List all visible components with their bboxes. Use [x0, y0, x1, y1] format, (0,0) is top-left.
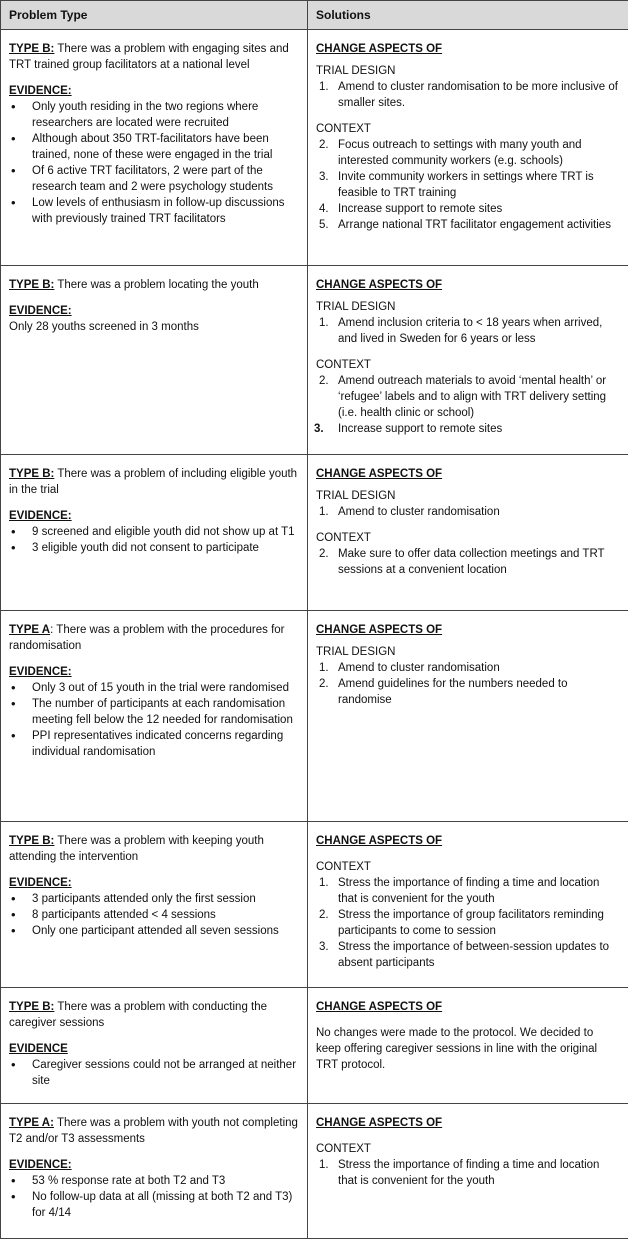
solution-cell [308, 988, 628, 1104]
evidence-list [9, 1057, 299, 1089]
list-item: 4. Increase support to remote sites [319, 203, 503, 215]
problem-type-label: TYPE B: [9, 468, 55, 480]
evidence-text: Only 28 youths screened in 3 months [9, 321, 199, 333]
table-row [1, 30, 628, 266]
list-item: • 3 eligible youth did not consent to participate [9, 540, 299, 556]
list-item: 5. Arrange national TRT facilitator engagement activities [319, 219, 611, 231]
table-row [1, 266, 628, 455]
list-item: • Only one participant attended all seven sessions [9, 923, 299, 939]
list-item: • Only 3 out of 15 youth in the trial were randomised [9, 680, 299, 696]
problem-text: There was a problem of including eligible youth in the trial [9, 468, 298, 496]
list-item: 1. Stress the importance of finding a time and location that is convenient for the youth [319, 877, 600, 905]
problem-statement [9, 999, 299, 1031]
solution-list [316, 79, 620, 111]
solution-list [316, 660, 620, 708]
problem-statement [9, 833, 299, 865]
solution-list [316, 315, 620, 347]
problem-type-label: TYPE A [9, 624, 51, 636]
context-label: CONTEXT [316, 359, 371, 371]
list-item: • 9 screened and eligible youth did not show up at T1 [9, 524, 299, 540]
problem-cell [1, 611, 308, 822]
solution-cell [308, 611, 628, 822]
table-row [1, 1104, 628, 1239]
list-item: 1. Amend inclusion criteria to < 18 years when arrived, and lived in Sweden for 6 years or less [319, 317, 603, 345]
change-label: CHANGE ASPECTS OF [316, 1117, 443, 1129]
change-label: CHANGE ASPECTS OF [316, 1001, 443, 1013]
header-solutions: Solutions [308, 1, 628, 30]
list-item: • Caregiver sessions could not be arranged at neither site [9, 1057, 299, 1089]
list-item: • 3 participants attended only the first session [9, 891, 299, 907]
change-label: CHANGE ASPECTS OF [316, 835, 443, 847]
table-row [1, 455, 628, 611]
problem-type-label: TYPE B: [9, 43, 55, 55]
list-item: • 53 % response rate at both T2 and T3 [9, 1173, 299, 1189]
evidence-list [9, 680, 299, 760]
list-item: • The number of participants at each randomisation meeting fell below the 12 needed for randomisation [9, 696, 299, 728]
list-item: 1. Amend to cluster randomisation [319, 662, 500, 674]
problem-text: There was a problem with keeping youth attending the intervention [9, 835, 264, 863]
change-label: CHANGE ASPECTS OF [316, 624, 443, 636]
list-item: • Low levels of enthusiasm in follow-up discussions with previously trained TRT facilitators [9, 195, 299, 227]
solution-list [316, 546, 620, 578]
problem-cell [1, 1104, 308, 1239]
context-label: CONTEXT [316, 1143, 371, 1155]
evidence-label: EVIDENCE: [9, 85, 72, 97]
evidence-label: EVIDENCE: [9, 305, 72, 317]
evidence-list [9, 1173, 299, 1221]
list-item: 2. Stress the importance of group facilitators reminding participants to come to session [319, 909, 604, 937]
evidence-label: EVIDENCE: [9, 666, 72, 678]
context-label: CONTEXT [316, 532, 371, 544]
table-row [1, 988, 628, 1104]
change-label: CHANGE ASPECTS OF [316, 279, 443, 291]
problem-statement [9, 622, 299, 654]
solution-list [316, 373, 620, 437]
problem-statement [9, 466, 299, 498]
solution-cell [308, 1104, 628, 1239]
table-row [1, 611, 628, 822]
list-item: • Of 6 active TRT facilitators, 2 were part of the research team and 2 were psychology students [9, 163, 299, 195]
trial-design-label: TRIAL DESIGN [316, 65, 396, 77]
list-item: 3. Increase support to remote sites [314, 423, 503, 435]
solution-cell [308, 455, 628, 611]
list-item: 2. Focus outreach to settings with many youth and interested community workers (e.g. schools) [319, 139, 582, 167]
evidence-list [9, 524, 299, 556]
problem-type-label: TYPE A: [9, 1117, 54, 1129]
list-item: 3. Invite community workers in settings where TRT is feasible to TRT training [319, 171, 594, 199]
problem-type-label: TYPE B: [9, 835, 55, 847]
context-label: CONTEXT [316, 861, 371, 873]
list-item: 3. Stress the importance of between-session updates to absent participants [319, 941, 610, 969]
list-item: 1. Amend to cluster randomisation [319, 506, 500, 518]
solution-cell [308, 822, 628, 988]
context-label: CONTEXT [316, 123, 371, 135]
solution-list [316, 875, 620, 971]
list-item: • No follow-up data at all (missing at both T2 and T3) for 4/14 [9, 1189, 299, 1221]
no-change-note: No changes were made to the protocol. We decided to keep offering caregiver sessions in line with the original TRT protocol. [316, 1027, 598, 1071]
problem-text: There was a problem locating the youth [54, 279, 259, 291]
problem-statement [9, 41, 299, 73]
solution-list [316, 1157, 620, 1189]
list-item: • PPI representatives indicated concerns regarding individual randomisation [9, 728, 299, 760]
solution-cell [308, 30, 628, 266]
list-item: 1. Stress the importance of finding a time and location that is convenient for the youth [319, 1159, 600, 1187]
list-item: • 8 participants attended < 4 sessions [9, 907, 299, 923]
evidence-label: EVIDENCE: [9, 877, 72, 889]
trial-design-label: TRIAL DESIGN [316, 646, 396, 658]
problem-cell [1, 988, 308, 1104]
evidence-list [9, 99, 299, 227]
evidence-label: EVIDENCE: [9, 510, 72, 522]
problem-text: There was a problem with conducting the caregiver sessions [9, 1001, 268, 1029]
problem-type-label: TYPE B: [9, 1001, 55, 1013]
list-item: • Only youth residing in the two regions where researchers are located were recruited [9, 99, 299, 131]
trial-design-label: TRIAL DESIGN [316, 301, 396, 313]
header-problem-type: Problem Type [1, 1, 308, 30]
problem-text: : There was a problem with the procedures for randomisation [9, 624, 285, 652]
problem-cell [1, 822, 308, 988]
problem-text: There was a problem with youth not completing T2 and/or T3 assessments [9, 1117, 298, 1145]
change-label: CHANGE ASPECTS OF [316, 43, 443, 55]
table-row [1, 822, 628, 988]
solution-list [316, 137, 620, 233]
solution-cell [308, 266, 628, 455]
problem-cell [1, 455, 308, 611]
trial-design-label: TRIAL DESIGN [316, 490, 396, 502]
problem-text: There was a problem with engaging sites and TRT trained group facilitators at a national level [9, 43, 289, 71]
problem-type-label: TYPE B: [9, 279, 55, 291]
list-item: • Although about 350 TRT-facilitators have been trained, none of these were engaged in the trial [9, 131, 299, 163]
header-row [1, 1, 628, 30]
solution-list [316, 504, 620, 520]
problem-cell [1, 266, 308, 455]
change-label: CHANGE ASPECTS OF [316, 468, 443, 480]
list-item: 1. Amend to cluster randomisation to be more inclusive of smaller sites. [319, 81, 618, 109]
list-item: 2. Amend guidelines for the numbers needed to randomise [319, 678, 568, 706]
problem-statement [9, 277, 299, 293]
evidence-label: EVIDENCE: [9, 1159, 72, 1171]
evidence-label: EVIDENCE [9, 1043, 68, 1055]
problem-statement [9, 1115, 299, 1147]
list-item: 2. Make sure to offer data collection meetings and TRT sessions at a convenient location [319, 548, 605, 576]
list-item: 2. Amend outreach materials to avoid ‘mental health’ or ‘refugee’ labels and to align with TRT delivery setting (i.e. health clinic or school) [319, 375, 607, 419]
evidence-list [9, 891, 299, 939]
problem-cell [1, 30, 308, 266]
